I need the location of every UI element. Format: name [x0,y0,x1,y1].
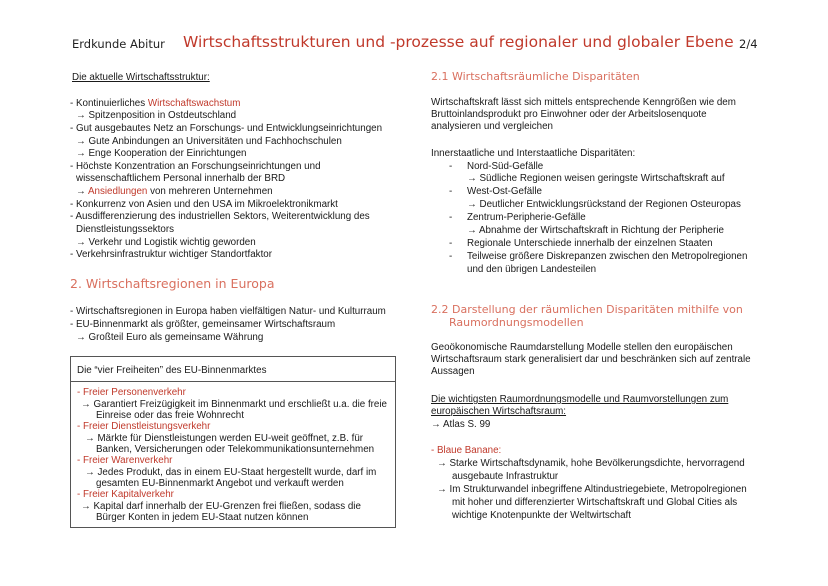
bullet-item: Nord-Süd-Gefälle [467,161,544,172]
paragraph-line: Aussagen [431,366,475,377]
list-item: → Spitzenposition in Ostdeutschland [76,110,237,121]
list-item: - Gut ausgebautes Netz an Forschungs- und Entwicklungseinrichtungen [70,123,383,134]
list-item: - Konkurrenz von Asien und den USA im Mikroelektronikmarkt [70,199,338,210]
text: von mehreren Unternehmen [147,186,273,197]
list-item [76,186,273,197]
bullet-sub: → Im Strukturwandel inbegriffene Altindustriegebiete, Metropolregionen [437,484,747,495]
list-item: → Großteil Euro als gemeinsame Währung [76,332,264,343]
list-item: - EU-Binnenmarkt als größter, gemeinsamer Wirtschaftsraum [70,319,336,330]
paragraph-line: analysieren und vergleichen [431,121,553,132]
freedom-title: - Freier Warenverkehr [77,455,173,466]
freedom-text: → Märkte für Dienstleistungen werden EU-weit geöffnet, z.B. für [85,433,364,444]
list-item: → Verkehr und Logistik wichtig geworden [76,237,256,248]
bullet-dash: - [449,212,453,223]
section-heading-2: 2. Wirtschaftsregionen in Europa [70,276,275,291]
list-item: → Enge Kooperation der Einrichtungen [76,148,247,159]
section-heading-2-2-cont: Raumordnungsmodellen [449,316,584,329]
subject-label: Erdkunde Abitur [72,37,165,51]
freedom-title: - Freier Personenverkehr [77,387,186,398]
section-heading-2-2: 2.2 Darstellung der räumlichen Disparitäten mithilfe von [431,303,743,316]
list-item: wissenschaftlichem Personal innerhalb der BRD [76,173,286,184]
bullet-sub: und den übrigen Landesteilen [467,264,597,275]
freedom-title: - Freier Kapitalverkehr [77,489,174,500]
four-freedoms-box [70,356,396,528]
disparities-label: Innerstaatliche und Interstaatliche Disparitäten: [431,148,636,159]
freedom-text: → Jedes Produkt, das in einem EU-Staat hergestellt wurde, darf im [85,467,377,478]
highlight-term: Ansiedlungen [87,186,148,197]
list-item: - Ausdifferenzierung des industriellen Sektors, Weiterentwicklung des [70,211,370,222]
freedom-title: - Freier Dienstleistungsverkehr [77,421,211,432]
page-title: Wirtschaftsstrukturen und -prozesse auf regionaler und globaler Ebene [183,33,734,51]
atlas-reference: → Atlas S. 99 [431,419,491,430]
bullet-item: Zentrum-Peripherie-Gefälle [467,212,586,223]
freedom-text: Banken, Versicherungen oder Telekommunikationsunternehmen [96,444,375,455]
paragraph-line: Bruttoinlandsprodukt pro Einwohner oder der Arbeitslosenquote [431,109,707,120]
structure-heading: Die aktuelle Wirtschaftsstruktur: [72,72,210,83]
bullet-item: Regionale Unterschiede innerhalb der einzelnen Staaten [467,238,713,249]
section-heading-2-1: 2.1 Wirtschaftsräumliche Disparitäten [431,70,640,83]
list-item: - Wirtschaftsregionen in Europa haben vielfältigen Natur- und Kulturraum [70,306,386,317]
bullet-sub: mit hoher und differenzierter Wirtschaftskraft und Global Cities als [452,497,738,508]
freedom-text: → Kapital darf innerhalb der EU-Grenzen frei fließen, sodass die [81,501,361,512]
freedom-text: → Garantiert Freizügigkeit im Binnenmarkt und erschließt u.a. die freie [81,399,388,410]
paragraph-line: Geoökonomische Raumdarstellung Modelle stellen den europäischen [431,342,733,353]
bullet-sub: → Starke Wirtschaftsdynamik, hohe Bevölkerungsdichte, hervorragend [437,458,745,469]
highlight-term: Wirtschaftswachstum [147,98,241,109]
bullet-item: West-Ost-Gefälle [467,186,542,197]
bullet-dash: - [449,238,453,249]
freedom-text: Bürger Konten in jedem EU-Staat nutzen können [96,512,309,523]
text: - Kontinuierliches [70,98,148,109]
box-title: Die “vier Freiheiten” des EU-Binnenmarktes [77,365,267,376]
bullet-sub: wichtige Knotenpunkte der Weltwirtschaft [452,510,631,521]
bullet-sub: ausgebaute Infrastruktur [452,471,559,482]
list-item: - Verkehrsinfrastruktur wichtiger Standortfaktor [70,249,273,260]
freedom-text: Einreise oder das freie Wohnrecht [96,410,244,421]
models-heading: europäischen Wirtschaftsraum: [431,406,567,417]
paragraph-line: Wirtschaftsraum stark generalisiert dar und beschränken sich auf zentrale [431,354,751,365]
freedom-text: gesamten EU-Binnenmarkt Angebot und verkauft werden [96,478,344,489]
bullet-dash: - [449,186,453,197]
list-item: → Gute Anbindungen an Universitäten und Fachhochschulen [76,136,342,147]
list-item: - Höchste Konzentration an Forschungseinrichtungen und [70,161,321,172]
arrow: → [76,186,88,197]
blue-banana-heading: - Blaue Banane: [431,445,502,456]
list-item [70,98,240,109]
bullet-item: Teilweise größere Diskrepanzen zwischen den Metropolregionen [467,251,748,262]
models-heading: Die wichtigsten Raumordnungsmodelle und Raumvorstellungen zum [431,394,729,405]
bullet-dash: - [449,251,453,262]
bullet-sub: → Deutlicher Entwicklungsrückstand der Regionen Osteuropas [467,199,741,210]
box-header [71,357,395,382]
paragraph-line: Wirtschaftskraft lässt sich mittels entsprechende Kenngrößen wie dem [431,97,736,108]
page-number: 2/4 [739,37,758,51]
bullet-dash: - [449,161,453,172]
bullet-sub: → Südliche Regionen weisen geringste Wirtschaftskraft auf [467,173,725,184]
bullet-sub: → Abnahme der Wirtschaftskraft in Richtung der Peripherie [467,225,725,236]
list-item: Dienstleistungssektors [76,224,175,235]
